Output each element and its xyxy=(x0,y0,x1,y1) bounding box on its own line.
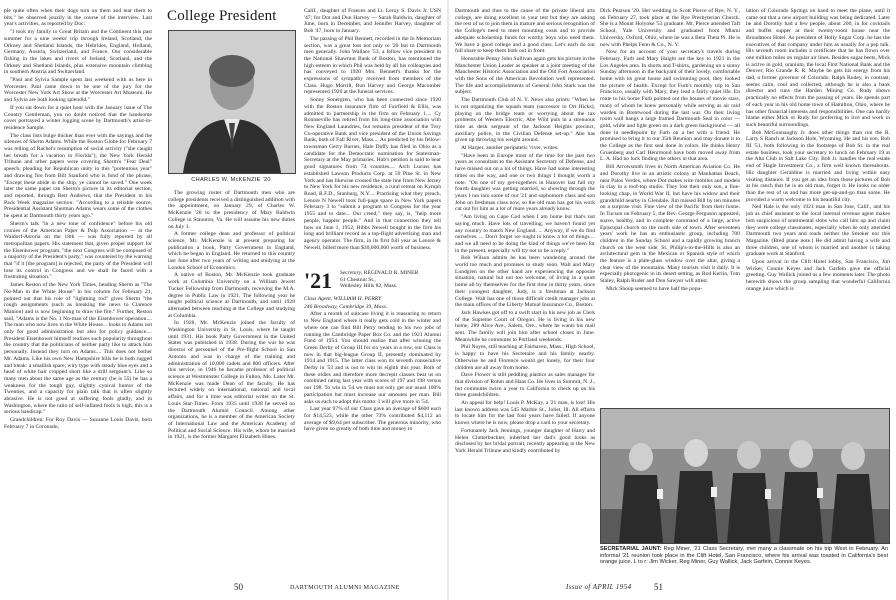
paragraph: Ned Hale is the only 1921 man in San Jose, Calif., and his job as chief assistant to the local internal revenue agent makes him suspicious of sentimental slobs who call him up and claim they were college classmates, especially when he only attended Dartmouth two years and reads neither the Smoker nor this Magazine. (Bred plane note.) He did admit having a wife and three children, one of whom is married and another is taking graduate work at Stanford. xyxy=(746,204,890,258)
paragraph: Grandchildren: For Roy Davis — Suzanne Louis Davis, born February 7 in Coronado, xyxy=(4,417,152,430)
paragraph: "Paul and Sylvia Sample spent last weekend with us here in Worcester. Paul came down to be one of the jury for the Worcester New York Art Show at the Worcester Art Museum. He and Sylvia are both looking splendid." xyxy=(4,77,152,104)
left-running-foot: DARTMOUTH ALUMNI MAGAZINE xyxy=(290,584,400,591)
secretary-label: Secretary, xyxy=(340,270,363,276)
left-column-3 xyxy=(304,8,441,264)
group-photo-caption xyxy=(600,546,888,566)
class-agent: Class Agent, WILLIAM H. PERRY xyxy=(304,296,382,302)
paragraph: Upon arrival in the Clift Hotel lobby, San Francisco, Jim Wicker, Connie Keyes and Jack Garfein gave me official greeting. Guy Wallick joined us a few moments later. The photo herewith shows the group sampling that wonderful California orange juice which is xyxy=(746,259,890,292)
right-column-1 xyxy=(455,8,595,576)
caption-text: Reg Miner, '21 Class Secretary, met many a classmate on his trip West in February. An informal '21 reunion took place in the Clift Hotel, San Francisco, where his arrival was toasted in California's best orange juice. L to r: Jim Wicker, Reg Miner, Guy Wallick, Jack Garfein, Connie Keyes. xyxy=(600,546,888,566)
paragraph: If you sat down for a quiet hour with the January issue of The Country Gentleman, you no doubt noticed that the handsome cover portrayed a winter logging scene by Dartmouth's artist-in-residence Sample. xyxy=(4,104,152,131)
paragraph: ple quite often when their dogs turn on them and tear them to bits," he observed jouzily in the course of the interview. Last year's activities, as reported by Doc: xyxy=(4,8,152,28)
secretary-name: REGINALD R. MINER xyxy=(363,270,419,276)
paragraph: lation of Colorado Springs on hand to meet the plane, until it came out that a new airport building was being dedicated. Later he and Dorothy had a few people, about 200, in for cocktails and buffet supper at their twenty-room house near the Broadmoor Hotel. As president of Holly Sugar Corp. he has the executives of that company under him as usually for a pep talk. His seventh room includes a certificate that he has flown over one million miles on regular air lines. Besides sugar beets, Mick is active in gold, uranium, the local First National Bank and the Denver, Rio Grande R. R. Maybe he gets his energy from his dad, a former governor of Colorado. Ralph Rudey, in contrast, seems calm, cool and collected, although he is also a bank director and runs the Harden Mining Co. Rudy shows practically no effects from the passing of years. He spends part of each year in his old home town of Hamilton, Ohio, where he has other financial interests and responsibilities. One can hardly blame either Mick or Rudy for preferring to live and work in such beautiful surroundings. xyxy=(746,8,890,128)
left-column-2 xyxy=(168,190,295,574)
paragraph: In 1928, Mr. McKenzie joined the faculty of Washington University in St. Louis, where he taught until 1931. His book Party Government in the United States was published in 1938. During the war he was director of personnel of the Pre-flight School in San Antonio and was in charge of the training and administration of 10,000 cadets and 800 officers. After this service, in 1946 he became professor of political science at Westminster College in Fulton, Mo. Later Mr. McKenzie was made Dean of the faculty. He has lectured widely on international, national and local affairs, and for a time was editorial writer on the St. Louis Star-Times. From 1935 until 1938 he served on the Dartmouth Alumni Council. Among other organizations, he is a member of the American Society of International Law and the American Academy of Political and Social Science. His wife, whom he married in 1921, is the former Margaret Elizabeth Hines. xyxy=(168,320,295,441)
paragraph: Dave Flower is still peddling plastics as sales manager for that division of Rohm and Haas Co. He lives in Summit, N. J., but commutes twice a year to California to check up on his three grandchildren. xyxy=(455,372,595,399)
page-gutter xyxy=(447,0,449,600)
left-column-1 xyxy=(4,8,152,576)
portrait-image xyxy=(169,31,295,173)
page-title: College President xyxy=(167,8,277,24)
class-agent-address: 246 Broadway, Cambridge 39, Mass. xyxy=(304,303,388,310)
paragraph: The passing of Phil Bennett, recorded in the In Memoriam section, was a great loss not only to '20 but to Dartmouth men generally. John Wallace '53, a fellow vice president in the National Shawmut Bank of Boston, has mentioned the high esteem in which Phil was held by all his colleagues and has conveyed to 1920 Mrs. Bennett's thanks for the expressions of sympathy received from members of the Class. Hugo Morrill, Bun Harvey and George Macomber represented 1920 at the funeral services. xyxy=(304,35,441,96)
paragraph: Last year 97% of our Class gave an average of $600 each for $14,523, while the other 73% contributed $4,112 an average of $9,64 per subscriber. The generous minority, who have given so greatly of both time and money to xyxy=(304,406,441,433)
paragraph: Dartmouth and thus to the cause of the private liberal arts college, are doing excellent in your test but they are asking the rest of us to join them in mature and serious recognition of the College's need to meet mounting costs and to provide adequate scholarship funds for worthy boys who need them. We have a good college and a good class. Let's each do our full share to keep them both out in front. xyxy=(455,8,595,55)
portrait-photo xyxy=(168,30,296,174)
paragraph: Honorable Penny John Sullivan again gets his picture in the Manchester Union Leader as speaker at a joint meeting of the Manchester Historic Association and the Old Fort Association with the Sons of the American Revolution well represented. The life and accomplishments of General John Stark was the subject. xyxy=(455,55,595,96)
paragraph: Now for an account of your secretary's travels during February. Furb and Mary Haight are the key to 1921 in the Los Angeles area. In shorts and T-shirts, gardening on a sunny Sunday afternoon in the backyard of their lovely, comfortable home with its great house and swimming pool, they looked the picture of health. Except for Furb's monthly trip to San Francisco, usually with Mary, they lead a fairly quiet life. En route to his home Furb pointed out the houses of movie stars, many of whom he knew personally while serving as air raid warden in Brentwood during the last war. On their living room wall hangs a large framed Dartmouth Seal in color — gold, white and light green on a dark green background — all done in needlepoint by Furb on a bet with a friend. He promised to bring it to our 35th Reunion and may donate it to the College as the first seal done in colors. He thinks Henry Gruenberg and Carl Henrmond have both moved away from L. A. Had no luck finding the others in that area. xyxy=(600,49,740,163)
portrait-caption: CHARLES W. McKENZIE '20 xyxy=(191,177,271,183)
paragraph: Dick Pearson '20. Her wedding to Scott Pierce of Rye, N. Y., on February 27, took place at the Rye Presbyterian Church. She is a Mount Holyoke '53 graduate. Mr. Pierce attended Taft School, Yale University and graduated from Miami University, Oxford, Ohio, where he was a Beta Theta Pi. He is now with Phelps Fenn & Co., N. Y. xyxy=(600,8,740,48)
paragraph: Jack Hawkes got off to a swift start in his new job as Clerk of the Supreme Court of Oregon. He is living in his new home, 289 Alice Ave., Salem, Ore., where he wants his mail sent. The family will join him after school closes in June. Meanwhile he commutes to Portland weekends. xyxy=(455,309,595,343)
left-column-3b xyxy=(304,296,441,574)
right-page-number: 51 xyxy=(654,582,663,592)
paragraph: The Dartmouth Club of N. Y. News also prints: "When he is not organizing the squash team (successor to Ort Hicks), playing on the bridge team or worrying about the tax problems of Western Electric, Abe Wild puts in a strenuous time as desk sergeant of the Jackson Heights precinct, auxiliary police, in the Civilian Defense set-up." Abe has given up throwing his weight around. xyxy=(455,97,595,144)
paragraph: The growing roster of Dartmouth men who are college presidents received a distinguished addition with the appointment, on January 29, of Charles W. McKenzie '20 to the presidency of Mary Baldwin College in Staunton, Va. He will assume his new duties on July 1. xyxy=(168,190,295,230)
paragraph: The class lists bulge thicker than ever with the sayings and the silences of Sherm Adams. While the Boston Globe for February 7 was telling of Rachel's resumption of social activity ("she caught her breath for a vacation in Florida"), the New York Herald Tribune and other papers were covering Sherm's "Fear Deal" speech, pleading for Republican unity in this "portentous year" and drawing fire from Bill Stanford who is fond of the phrase, "Except these abide in the ship, ye cannot be saved." One week later the same paper ran Sherm's picture in its editorial section, and reported, through Bert Andrews, that the President in his Pack Week magazine section: "According to a reliable source, Presidential Assistant Sherman Adams wears some of the clothes he spent at Dartmouth thirty years ago." xyxy=(4,132,152,220)
paragraph: Mick Shoup seemed to have half the popu- xyxy=(606,285,703,292)
paragraph: Bob Wilson admits he has been wandering around the world too much and promises to study soon. Walt and Mary Lundgren on the other hand are experiencing the opposite situation, natural but not too welcome, of living in a quiet home all by themselves for the first time in thirty years, since their youngest daughter, Judy, is a freshman at Jackson College. Walt has one of those difficult credit manager jobs at the main offices of the Liberty Mutual Insurance Co., Boston. xyxy=(455,255,595,309)
paragraph: A native of Boston, Mr. McKenzie took graduate work at Columbia University on a William Jewett Tucker Fellowship from Dartmouth, receiving the M.A. degree in Public Law in 1921. The following year he taught political science at Dartmouth, and until 1928 alternated between teaching at the College and studying at Columbia. xyxy=(168,272,295,319)
paragraph: Calif., daughter of Frances and Lt. Leroy S. Davis Jr. USN '47; for Dot and Dun Harvey — Sarah Baldwin, daughter of June, born in December, and Jennifer Harvey, daughter of Bob '47, born in January. xyxy=(304,8,441,35)
right-issue-label: Issue of APRIL 1954 xyxy=(566,583,632,591)
paragraph: Sherm's talk "in a new tone of confidence" before his old cronies of the American Paper & Pulp Association — at the Waldorf-Astoria on the 18th — was fully reported by all metropolitan papers. His statement that, given proper support for the Eisenhower program, "the next Congress will be composed of a majority of the President's party," was countered by the warning that "if it [the program] is rejected, the party of the President will lose its control in Congress and we shall be faced with a frustrating situation." xyxy=(4,220,152,281)
paragraph: Sonny Sonergren, who has been connected since 1920 with the Boston insurance firm of Fairfield & Ellis, was admitted to partnership in the firm on February 1.... Cy Rounseville has retired from his long-time association with New England Laundries, but remains president of the Troy Co-operative Bank and vice president of the Union Savings Bank, both of Fall River, Mass.... As predicted by his fellow-townsman Gerry Barnes, Hale Duffy has filed in Ohio as a candidate for the Democratic nomination for Statesman-Secretary at the May primaries. Hub's petition is said to bear good signatures from 74 counties.... Arch Lucuss has established Lawson Products Corp. at 59 Pine St. in New York and has likewise crossed the state line from New Jersey to New York for his new residence, a rural retreat on Kymph Road, R.F.D., Stanburg, N.Y.... Practising what they preach, Lenore N Newell took full-page space in New York papers February 3 to "submit a program to Congress for the year 1955 and to date... Our creed," they say, is, "help more people, happier people." And in that connection they tell how on June 1, 1952, Hibbs Newell bought in the firm his long and brilliant record as a top-flight advertising man and agency operator. The firm, in its first full year as Lenore & Newell, billed more than $30,000,000 worth of business. xyxy=(304,97,441,251)
paragraph: An appeal for help! Louis P. McKay, a '21 man, is lost! His last known address was 545 Marble St., Joliet, Ill. All efforts to locate him for the last four years have failed. If anyone knows where he is now, please drop a card to your secretary. xyxy=(455,400,595,427)
paragraph: "Am living on Cape Cod when I am home but that's not saying much. Have lots of travelling, we haven't found yet any country to match New England. ... Anyway, if we do find ourselves. ... Don't forget we ought to know a lot of things.... and we all need to be doing the kind of things we've been for in the present, especially will try not to be a reply." xyxy=(455,214,595,254)
paragraph: Bill Arrowsmith lives in North American Aviation Co. He and Dorothy live in an artistic colony at Manhattan Beach, near Palos Verdes, where Dot makes wire mobiles and models in clay in a roof-top studio. They lost their only son, a fine-looking chap, in World War II, but have his widow and their grandchild nearby in Glendale. Jim missed Bill by ten minutes on a surprise visit. Fine view of the Pacific from their home. In Tucson on February 5, the Rev. George Ferguson appeared, suave, healthy, and in complete command of a large, active Episcopal church on the north side of town. After seventeen years' work he has an enthusiastic group, including 700 children in the Sunday School and a rapidly growing branch church on the west side. St. Philip's-in-the-Hills is also an architectural gem in the Mexican or Spanish style of which the feature is a plate-glass window over the altar, giving a clear view of the mountains. Many tourists visit it daily. It is especially photogenic in its desert setting, as Rod Kerlin, Tom Staley, Ralph Ruder and Don Sawyer will attest. xyxy=(600,164,740,285)
class-year: '21 xyxy=(304,268,333,293)
group-photo xyxy=(600,408,890,544)
class-secretary-block xyxy=(340,270,442,290)
secretary-address-1: 61 Chestnut St., xyxy=(340,276,376,283)
caption-lead: SECRETARIAL JAUNT: xyxy=(600,546,662,552)
secretary-address-2: Wellesley Hills 82, Mass. xyxy=(340,283,398,290)
right-column-3 xyxy=(746,8,890,404)
paragraph: A former college dean and professor of political science, Mr. McKenzie is at present preparing for publication a book, Party Government in England, which he began in England. He returned to this country last June after two years of writing and studying at the London School of Economics. xyxy=(168,231,295,271)
paragraph: Fortunately Jack Jennings, younger daughter of Harry and Helen Clutterbuckter, inherited her dad's good looks as disclosed by her bridal portrait, recently appearing in the New York Herald Tribune and kindly contributed by xyxy=(455,427,595,454)
paragraph: Al Harper, another peripatetic 'river, writes: xyxy=(461,145,559,152)
paragraph: Bob McGonnaughy Jr. does other things than run the R. Larry S Ranch at Jackson Hole, Wyoming. He and his son, Bob III '51, both following in the footsteps of Bob Sr. in the real estate business, took your secretary to lunch on February 19 at the Alta Club in Salt Lake City. Bob Jr. handles the real estate end of Hagle Investment Co., a firm well known thereabouts. His daughter Geraldine is married and living within easy visiting distance. If you get an idea from those pictures of Bob at his ranch that he is an old man, forget it. He looks no older than the rest of us and has more get-up-and-go than some. He provided a warm welcome to his beautiful city. xyxy=(746,129,890,203)
paragraph: "Have been in Europe most of the time for the past two years as consultant to the Assistant Secretary of Defense, and have missed out on a lot of things. Have had some interesting times on the way, and one or two things I thought worth a note. "On one of my get-togethers in Hanover last fall my fourth daughter was getting married, so showing through the years I ran into some of our '21 and sophomore class and son John on freshman class now, so the old man has got his work cut out for him as a lot of more years already know. xyxy=(455,152,595,213)
paragraph: "I took my family to Great Britain and the Continent this past summer for a nine weeks' trip through Ireland, Scotland, the Orkney and Shetland Islands, the Hebrides, England, Holland, Germany, Austria, Switzerland, and France. Our considerable fishing in the lakes and rivers of Ireland, Scotland, and the Orkney and Shetland Islands, plus extensive mountain climbing in southern Austria and Switzerland. xyxy=(4,29,152,76)
paragraph: After a month of suitcase living it is reassuring to return to New England where it really gets cold in the winter and where one can find Bill Perry tending to his two jobs of running the Cambridge Paper Box Co. and the 1921 Alumni Fund of 1954. You should realize that after winning the Green Derby of Group III for six years in a row, our Class is now in that big-league Group II, presently dominated by 1914 and 1915. The latter class won its seventh consecutive Derby in '53 and is out to win its eighth this year. Both of these oldies and therefore more decrepit classes beat us on combined rating last year with scores of 197 and 198 versus our 198. To win in '54 we must not only get our usual 100% participation but must increase our amounts per man. Bill asks us each to adopt this motto: I will give more in '54. xyxy=(304,311,441,405)
paragraph: Phil Noyes, still teaching at Fairhaven, Mass., High School, is happy to have his Secretaire and his family nearby. Otherwise he and Florence would get lonely, for their four children are all away from home. xyxy=(455,344,595,371)
left-page-number: 50 xyxy=(234,582,243,592)
group-image xyxy=(601,409,889,543)
right-column-2 xyxy=(600,8,740,404)
paragraph: James Reston of the New York Times, heading Sherm as "The No-Man in the White House" in his column for February 21, pointed out that his role of "lightning rod" gives Sherm "the rough assignments (such as breaking the news to Clarence Manion) and is now beginning to draw the fire." Further, Reston said, "Adams is the No. 1 No-man of the Eisenhower operation.... The man who now lives in the White House... looks to Adams not only for good administration but also for policy guidance.... President Eisenhower himself realizes such popularity throughout the country that the politicians of neither party like to attack him personally. Instead they turn on Adams.... This does not bother Mr. Adams. Like his own New Hampshire hills he is both rugged and bleak: a smallish spare, wiry type with steady blue eyes and a head of white hair cropped short like a drill sergeant's. Like so many men about the same age as the century (he is 55) he has a weakness for the tough guy, slightly cynical humor of the Twenties, and a capacity for plain talk that is often slightly abrasive. He is not good at suffering fools gladly, and in Washington, where the ratio of self-inflated fools is high, this is a serious handicap." xyxy=(4,282,152,416)
